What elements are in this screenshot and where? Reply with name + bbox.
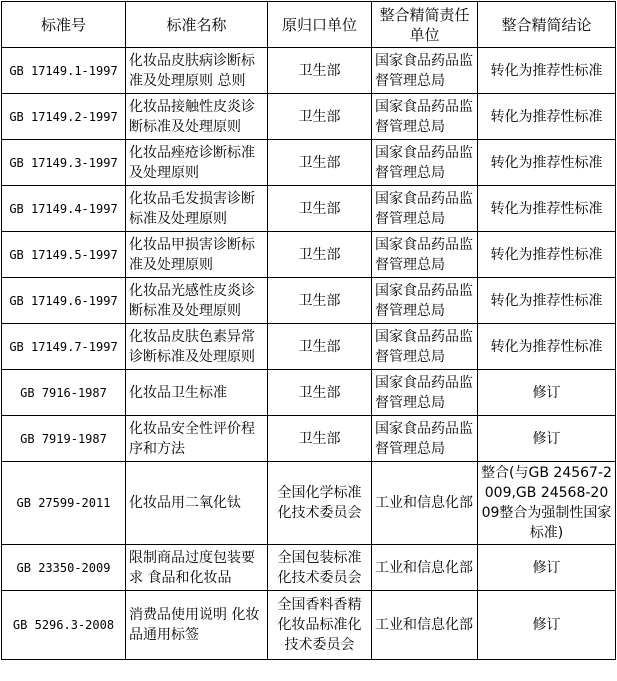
standards-table	[1, 1, 616, 660]
cell-code: GB 17149.2-1997	[2, 94, 126, 140]
table-row	[2, 591, 616, 660]
cell-responsible: 工业和信息化部	[372, 545, 478, 591]
cell-conclusion: 转化为推荐性标准	[478, 186, 616, 232]
cell-code: GB 17149.6-1997	[2, 278, 126, 324]
cell-responsible: 国家食品药品监督管理总局	[372, 324, 478, 370]
cell-name: 限制商品过度包装要求 食品和化妆品	[126, 545, 268, 591]
table-header-row	[2, 2, 616, 48]
cell-code: GB 7916-1987	[2, 370, 126, 416]
table-row	[2, 370, 616, 416]
header-original-unit: 原归口单位	[268, 2, 372, 48]
cell-conclusion: 修订	[478, 370, 616, 416]
cell-unit: 卫生部	[268, 278, 372, 324]
header-standard-name: 标准名称	[126, 2, 268, 48]
cell-code: GB 5296.3-2008	[2, 591, 126, 660]
cell-name: 化妆品卫生标准	[126, 370, 268, 416]
table-row	[2, 545, 616, 591]
cell-unit: 卫生部	[268, 186, 372, 232]
header-responsible-unit: 整合精简责任单位	[372, 2, 478, 48]
cell-code: GB 17149.3-1997	[2, 140, 126, 186]
cell-conclusion: 整合(与GB 24567-2009,GB 24568-2009整合为强制性国家标准)	[478, 462, 616, 545]
table-row	[2, 48, 616, 94]
cell-name: 化妆品皮肤色素异常诊断标准及处理原则	[126, 324, 268, 370]
cell-unit: 卫生部	[268, 416, 372, 462]
cell-conclusion: 转化为推荐性标准	[478, 278, 616, 324]
cell-code: GB 17149.1-1997	[2, 48, 126, 94]
table-row	[2, 416, 616, 462]
cell-name: 化妆品毛发损害诊断标准及处理原则	[126, 186, 268, 232]
cell-code: GB 27599-2011	[2, 462, 126, 545]
cell-responsible: 国家食品药品监督管理总局	[372, 370, 478, 416]
cell-code: GB 17149.5-1997	[2, 232, 126, 278]
cell-unit: 全国香料香精化妆品标准化技术委员会	[268, 591, 372, 660]
table-row	[2, 186, 616, 232]
cell-responsible: 国家食品药品监督管理总局	[372, 94, 478, 140]
cell-name: 化妆品用二氧化钛	[126, 462, 268, 545]
cell-responsible: 国家食品药品监督管理总局	[372, 278, 478, 324]
cell-responsible: 国家食品药品监督管理总局	[372, 416, 478, 462]
cell-unit: 卫生部	[268, 140, 372, 186]
cell-conclusion: 转化为推荐性标准	[478, 48, 616, 94]
cell-unit: 卫生部	[268, 370, 372, 416]
header-conclusion: 整合精简结论	[478, 2, 616, 48]
cell-responsible: 工业和信息化部	[372, 591, 478, 660]
cell-conclusion: 转化为推荐性标准	[478, 140, 616, 186]
cell-conclusion: 修订	[478, 416, 616, 462]
table-row	[2, 462, 616, 545]
cell-unit: 全国化学标准化技术委员会	[268, 462, 372, 545]
cell-name: 化妆品甲损害诊断标准及处理原则	[126, 232, 268, 278]
cell-name: 化妆品安全性评价程序和方法	[126, 416, 268, 462]
header-standard-code: 标准号	[2, 2, 126, 48]
cell-conclusion: 修订	[478, 591, 616, 660]
cell-code: GB 17149.4-1997	[2, 186, 126, 232]
cell-name: 化妆品痤疮诊断标准及处理原则	[126, 140, 268, 186]
table-row	[2, 278, 616, 324]
cell-conclusion: 转化为推荐性标准	[478, 232, 616, 278]
table-row	[2, 324, 616, 370]
table-row	[2, 140, 616, 186]
cell-responsible: 国家食品药品监督管理总局	[372, 48, 478, 94]
table-row	[2, 94, 616, 140]
cell-conclusion: 转化为推荐性标准	[478, 94, 616, 140]
cell-code: GB 17149.7-1997	[2, 324, 126, 370]
cell-responsible: 工业和信息化部	[372, 462, 478, 545]
cell-code: GB 7919-1987	[2, 416, 126, 462]
cell-name: 化妆品皮肤病诊断标准及处理原则 总则	[126, 48, 268, 94]
cell-unit: 卫生部	[268, 94, 372, 140]
cell-name: 化妆品接触性皮炎诊断标准及处理原则	[126, 94, 268, 140]
cell-unit: 卫生部	[268, 232, 372, 278]
cell-name: 化妆品光感性皮炎诊断标准及处理原则	[126, 278, 268, 324]
cell-unit: 卫生部	[268, 48, 372, 94]
cell-conclusion: 修订	[478, 545, 616, 591]
cell-responsible: 国家食品药品监督管理总局	[372, 232, 478, 278]
cell-name: 消费品使用说明 化妆品通用标签	[126, 591, 268, 660]
table-row	[2, 232, 616, 278]
cell-unit: 卫生部	[268, 324, 372, 370]
cell-responsible: 国家食品药品监督管理总局	[372, 140, 478, 186]
cell-conclusion: 转化为推荐性标准	[478, 324, 616, 370]
cell-unit: 全国包装标准化技术委员会	[268, 545, 372, 591]
cell-responsible: 国家食品药品监督管理总局	[372, 186, 478, 232]
cell-code: GB 23350-2009	[2, 545, 126, 591]
